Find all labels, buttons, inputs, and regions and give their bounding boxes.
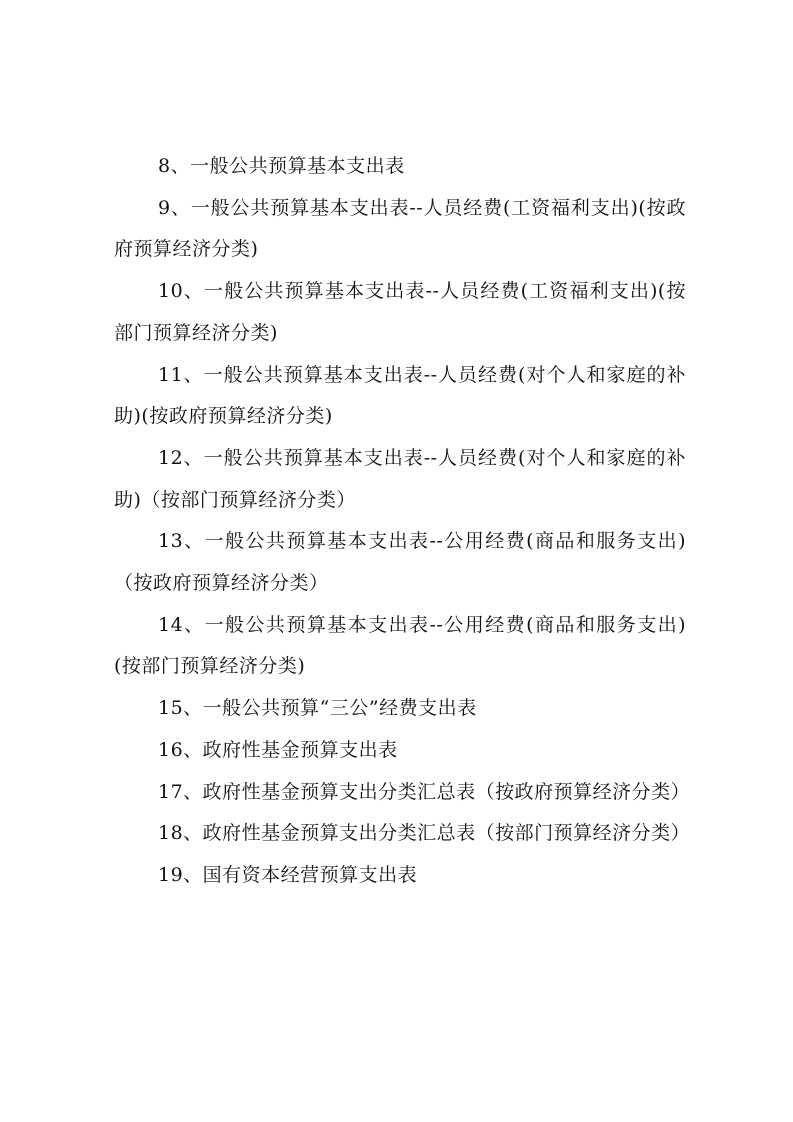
list-item: 16、政府性基金预算支出表: [158, 738, 398, 761]
list-item: 8、一般公共预算基本支出表: [158, 155, 405, 177]
table-list: [114, 146, 691, 897]
list-item: 13、一般公共预算基本支出表--公用经费(商品和服务支出)（按政府预算经济分类）: [114, 530, 686, 595]
list-item: 18、政府性基金预算支出分类汇总表（按部门预算经济分类）: [158, 822, 691, 845]
list-item: 10、一般公共预算基本支出表--人员经费(工资福利支出)(按部门预算经济分类): [114, 280, 686, 344]
list-item: 11、一般公共预算基本支出表--人员经费(对个人和家庭的补助)(按政府预算经济分类): [114, 363, 686, 428]
list-item: 9、一般公共预算基本支出表--人员经费(工资福利支出)(按政府预算经济分类): [114, 196, 686, 261]
list-item: 14、一般公共预算基本支出表--公用经费(商品和服务支出)(按部门预算经济分类): [114, 613, 686, 678]
list-item: 12、一般公共预算基本支出表--人员经费(对个人和家庭的补助)（按部门预算经济分类）: [114, 446, 686, 511]
list-item: 15、一般公共预算“三公”经费支出表: [158, 697, 477, 720]
list-item: 19、国有资本经营预算支出表: [158, 863, 418, 886]
list-item: 17、政府性基金预算支出分类汇总表（按政府预算经济分类）: [158, 780, 691, 803]
